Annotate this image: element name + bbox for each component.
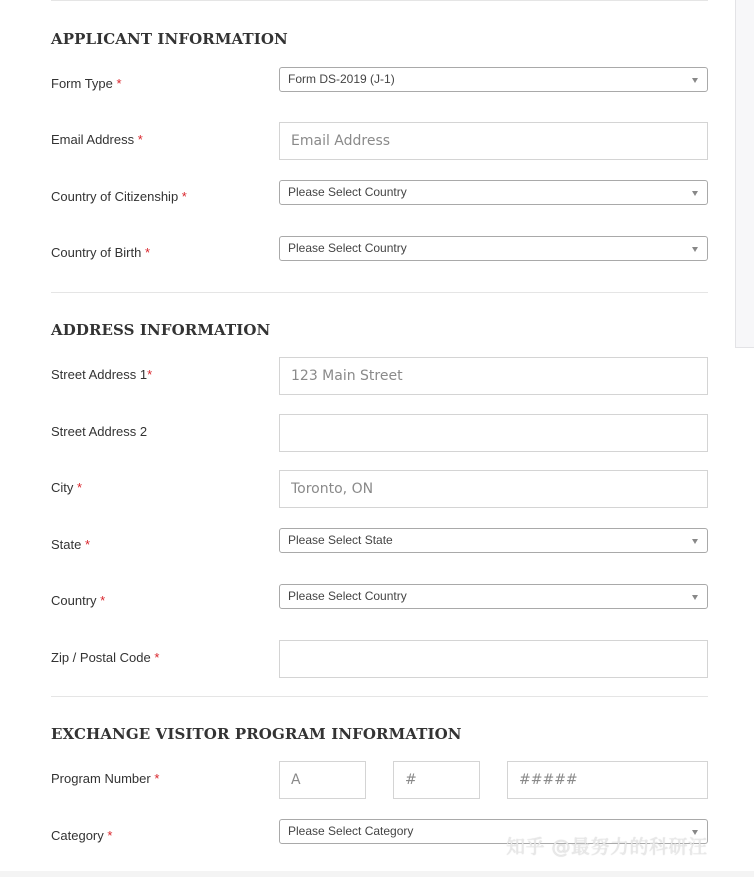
chevron-down-icon — [692, 247, 698, 252]
required-mark: * — [137, 132, 143, 147]
email-label-text: Email Address — [51, 132, 135, 147]
form-type-select[interactable] — [279, 67, 708, 92]
chevron-down-icon — [692, 191, 698, 196]
required-mark: * — [144, 245, 151, 260]
citizenship-label — [51, 189, 187, 204]
section-divider — [51, 696, 708, 697]
top-divider — [51, 0, 708, 1]
street2-label — [51, 424, 147, 439]
program-section-title: EXCHANGE VISITOR PROGRAM INFORMATION — [51, 725, 462, 743]
required-mark: * — [107, 828, 113, 843]
citizenship-value: Please Select Country — [288, 185, 407, 199]
birth-country-label — [51, 245, 150, 260]
form-type-value: Form DS-2019 (J-1) — [288, 72, 395, 86]
required-mark: * — [100, 593, 106, 608]
country-select[interactable] — [279, 584, 708, 609]
required-mark: * — [147, 367, 153, 382]
chevron-down-icon — [692, 595, 698, 600]
state-select[interactable] — [279, 528, 708, 553]
required-mark: * — [154, 650, 160, 665]
program-number-prefix-field[interactable] — [279, 761, 366, 799]
country-label-text: Country — [51, 593, 97, 608]
zip-field[interactable] — [279, 640, 708, 678]
city-label-text: City — [51, 480, 74, 495]
program-number-label — [51, 771, 159, 786]
category-value: Please Select Category — [288, 824, 414, 838]
program-number-label-text: Program Number — [51, 771, 151, 786]
chevron-down-icon — [692, 78, 698, 83]
zip-label — [51, 650, 159, 665]
street2-field[interactable] — [279, 414, 708, 452]
country-label — [51, 593, 105, 608]
required-mark: * — [84, 537, 91, 552]
program-number-suffix-field[interactable] — [507, 761, 708, 799]
zip-label-text: Zip / Postal Code — [51, 650, 151, 665]
page-footer-strip — [0, 871, 754, 877]
birth-country-label-text: Country of Birth — [51, 245, 142, 260]
street1-field[interactable] — [279, 357, 708, 395]
birth-country-value: Please Select Country — [288, 241, 407, 255]
state-value: Please Select State — [288, 533, 393, 547]
street2-label-text: Street Address 2 — [51, 424, 148, 439]
state-label-text: State — [51, 537, 82, 552]
citizenship-select[interactable] — [279, 180, 708, 205]
required-mark: * — [116, 76, 122, 91]
state-label — [51, 537, 90, 552]
address-section-title: ADDRESS INFORMATION — [51, 321, 271, 339]
category-label-text: Category — [51, 828, 104, 843]
city-field[interactable] — [279, 470, 708, 508]
required-mark: * — [181, 189, 187, 204]
email-label — [51, 132, 143, 147]
form-type-label-text: Form Type — [51, 76, 113, 91]
side-panel — [735, 0, 754, 348]
form-type-label — [51, 76, 122, 91]
category-label — [51, 828, 112, 843]
chevron-down-icon — [692, 539, 698, 544]
program-number-middle-field[interactable] — [393, 761, 480, 799]
street1-label — [51, 367, 152, 382]
email-field[interactable] — [279, 122, 708, 160]
citizenship-label-text: Country of Citizenship — [51, 189, 179, 204]
street1-label-text: Street Address 1 — [51, 367, 148, 382]
country-value: Please Select Country — [288, 589, 407, 603]
applicant-section-title: APPLICANT INFORMATION — [51, 30, 288, 48]
required-mark: * — [154, 771, 160, 786]
birth-country-select[interactable] — [279, 236, 708, 261]
required-mark: * — [77, 480, 83, 495]
watermark-text: 知乎 @最努力的科研汪 — [506, 836, 708, 858]
city-label — [51, 480, 82, 495]
section-divider — [51, 292, 708, 293]
